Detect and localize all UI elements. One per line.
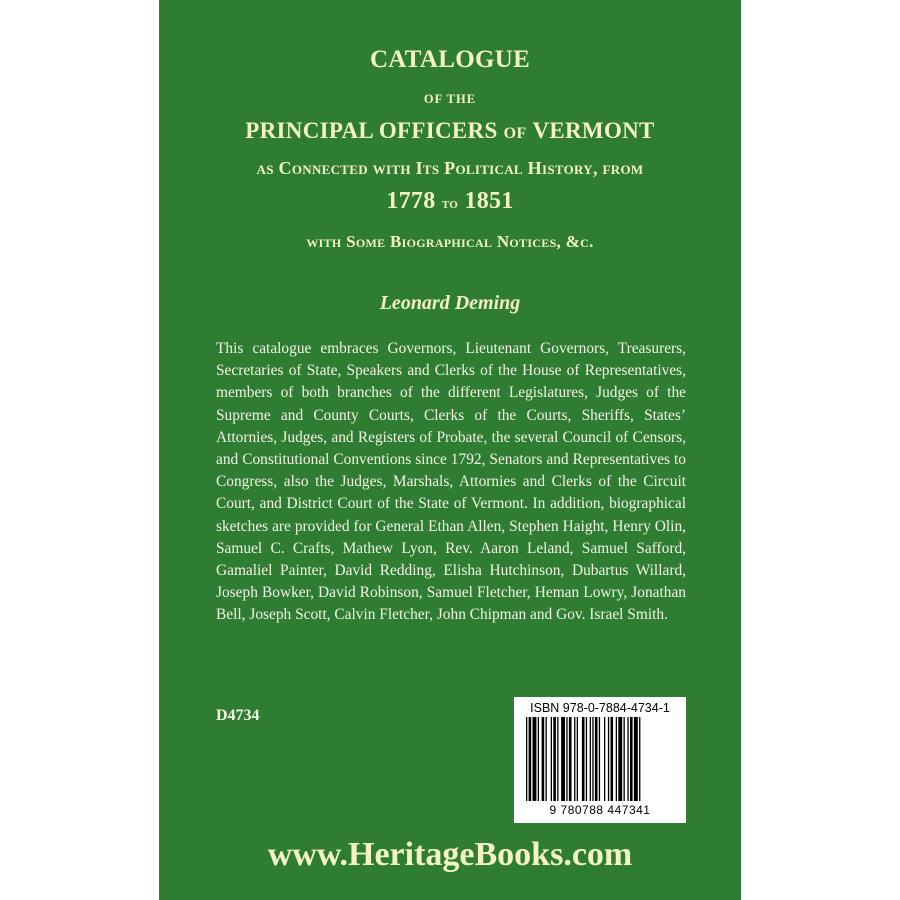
- barcode-bar: [546, 717, 547, 801]
- barcode-bar: [616, 717, 617, 801]
- barcode-bar: [595, 717, 598, 801]
- barcode-bar: [590, 717, 591, 801]
- title-line-biographical-notices: with Some Biographical Notices, &c.: [306, 232, 594, 251]
- barcode-bar: [577, 717, 578, 801]
- barcode-bar: [639, 717, 640, 801]
- barcode-bar: [542, 717, 545, 801]
- title-line-political-history: as Connected with Its Political History, from: [256, 158, 644, 178]
- barcode-bar: [604, 717, 605, 801]
- product-code: D4734: [216, 707, 260, 724]
- website-url: www.HeritageBooks.com: [267, 836, 633, 873]
- barcode-bar: [551, 717, 552, 801]
- barcode-bar: [611, 717, 614, 801]
- barcode-bar: [574, 717, 575, 801]
- barcode-digits: 9 780788 447341: [549, 803, 651, 817]
- barcode-bar: [526, 717, 527, 801]
- title-line-principal-officers: [159, 118, 741, 144]
- barcode-bar: [630, 717, 633, 801]
- barcode-bar: [561, 717, 565, 801]
- description-paragraph: This catalogue embraces Governors, Lieutenant Governors, Treasurers, Secretaries of State, Speakers and Clerks of the House of Representatives, members of both branches of the different Legislatures, Judges of the Supreme and County Courts, Clerks of the Courts, Sheriffs, States’ Attornies, Judges, and Registers of Probate, the several Council of Censors, and Constitutional Conventions since 1792, Senators and Representatives to Congress, also the Judges, Marshals, Attornies and Clerks of the Circuit Court, and District Court of the State of Vermont. In addition, biographical sketches are provided for General Ethan Allen, Stephen Haight, Henry Olin, Samuel C. Crafts, Mathew Lyon, Rev. Aaron Leland, Samuel Safford, Gamaliel Painter, David Redding, Elisha Hutchinson, Dubartus Willard, Joseph Bowker, David Robinson, Samuel Fletcher, Heman Lowry, Jonathan Bell, Joseph Scott, Calvin Fletcher, John Chipman and Gov. Israel Smith.: [216, 340, 686, 624]
- barcode-bar: [529, 717, 532, 801]
- barcode-bar: [586, 717, 587, 801]
- title-principal-officers: PRINCIPAL OFFICERS: [245, 118, 498, 143]
- barcode-bars: [526, 717, 676, 801]
- title-to: to: [441, 195, 459, 212]
- title-line-of-the: OF THE: [423, 92, 477, 106]
- barcode-bar: [533, 717, 537, 801]
- isbn-label: ISBN 978-0-7884-4734-1: [530, 701, 670, 715]
- barcode-bar: [634, 717, 638, 801]
- title-line-years: [159, 188, 741, 215]
- barcode-bar: [566, 717, 567, 801]
- title-line-catalogue: CATALOGUE: [369, 46, 531, 73]
- barcode-bar: [592, 717, 593, 801]
- barcode-bar: [627, 717, 628, 801]
- barcode-bar: [608, 717, 609, 801]
- isbn-barcode: [514, 697, 686, 823]
- title-of: OF: [503, 125, 527, 142]
- barcode-bar: [557, 717, 558, 801]
- barcode-bar: [538, 717, 539, 801]
- book-back-cover: [159, 0, 741, 900]
- title-year-start: 1778: [386, 188, 436, 214]
- barcode-bar: [582, 717, 585, 801]
- barcode-bar: [624, 717, 625, 801]
- barcode-bar: [569, 717, 572, 801]
- author-name: Leonard Deming: [379, 292, 521, 314]
- barcode-bar: [553, 717, 556, 801]
- barcode-bar: [599, 717, 600, 801]
- barcode-bar: [618, 717, 622, 801]
- title-year-end: 1851: [464, 188, 514, 214]
- title-vermont: VERMONT: [532, 118, 655, 143]
